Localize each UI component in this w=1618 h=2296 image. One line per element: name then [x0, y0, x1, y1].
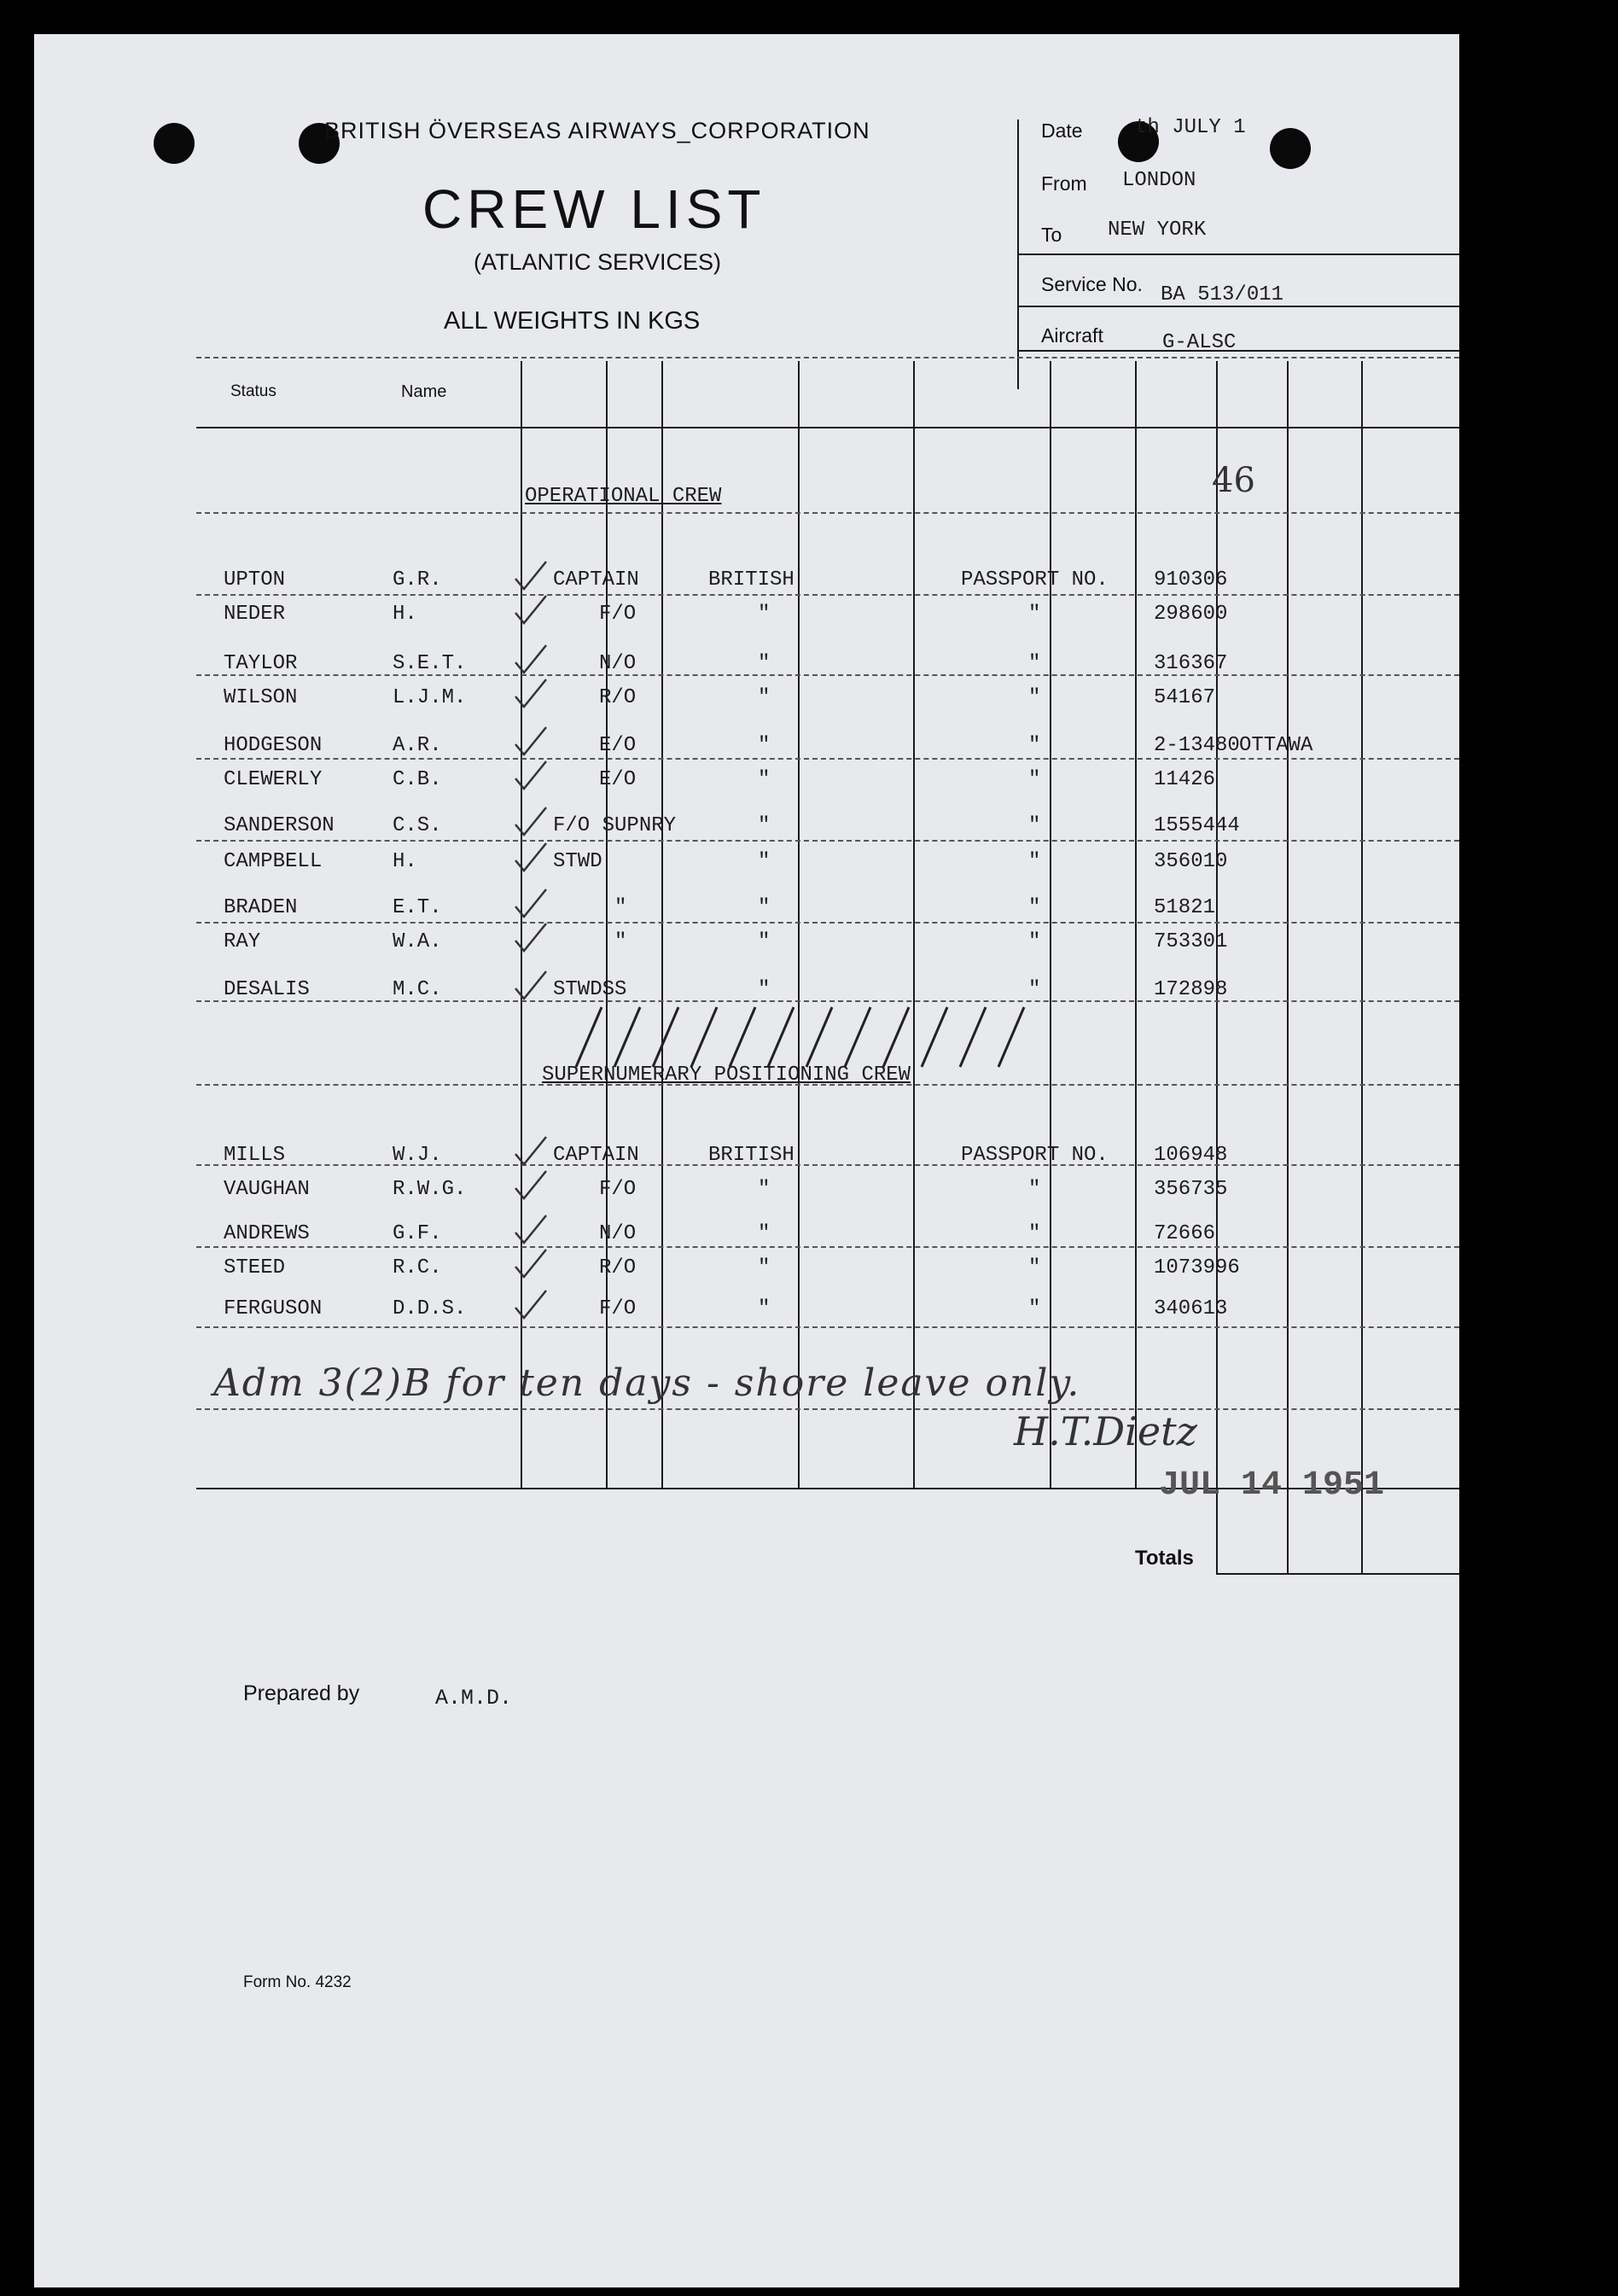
crew-nationality: " — [758, 686, 771, 709]
crew-rank: F/O — [599, 603, 637, 626]
crew-nationality: " — [758, 1222, 771, 1245]
crew-initials: G.F. — [393, 1222, 442, 1245]
crew-surname: HODGESON — [224, 734, 323, 757]
crew-initials: W.J. — [393, 1144, 442, 1167]
crew-doc: " — [1028, 850, 1041, 873]
crew-rank: CAPTAIN — [553, 1144, 639, 1167]
crew-rank: CAPTAIN — [553, 568, 639, 591]
check-mark-icon — [512, 1135, 550, 1169]
totals-label: Totals — [1135, 1547, 1194, 1570]
handwritten-note: Adm 3(2)B for ten days - shore leave only. — [213, 1361, 1081, 1405]
to-label: To — [1041, 224, 1062, 246]
crew-doc: " — [1028, 814, 1041, 837]
crew-number: 753301 — [1154, 930, 1228, 953]
crew-initials: R.C. — [393, 1256, 442, 1279]
crew-rank: N/O — [599, 1222, 637, 1245]
crew-doc: " — [1028, 768, 1041, 791]
check-mark-icon — [512, 1169, 550, 1203]
crew-doc: " — [1028, 603, 1041, 626]
crew-number: 11426 — [1154, 768, 1216, 791]
status-column-header: Status — [230, 382, 276, 400]
crew-number: 106948 — [1154, 1144, 1228, 1167]
crew-doc: PASSPORT NO. — [961, 568, 1109, 591]
crew-surname: SANDERSON — [224, 814, 335, 837]
crew-rank: STWDSS — [553, 978, 627, 1001]
crew-nationality: " — [758, 1297, 771, 1320]
crew-rank: N/O — [599, 652, 637, 675]
crew-number: 910306 — [1154, 568, 1228, 591]
weights-note: ALL WEIGHTS IN KGS — [444, 307, 701, 335]
punch-hole — [1270, 128, 1311, 169]
crew-nationality: " — [758, 734, 771, 757]
crew-doc: " — [1028, 896, 1041, 919]
crew-surname: ANDREWS — [224, 1222, 310, 1245]
punch-hole — [154, 123, 195, 164]
check-mark-icon — [512, 644, 550, 678]
crew-surname: MILLS — [224, 1144, 286, 1167]
crew-number: 340613 — [1154, 1297, 1228, 1320]
crew-nationality: " — [758, 652, 771, 675]
check-mark-icon — [512, 842, 550, 876]
crew-initials: L.J.M. — [393, 686, 467, 709]
check-mark-icon — [512, 970, 550, 1004]
crew-surname: DESALIS — [224, 978, 310, 1001]
check-mark-icon — [512, 594, 550, 628]
crew-doc: PASSPORT NO. — [961, 1144, 1109, 1167]
to-value: NEW YORK — [1108, 219, 1207, 242]
section-heading: SUPERNUMERARY POSITIONING CREW — [542, 1064, 911, 1087]
crew-surname: UPTON — [224, 568, 286, 591]
crew-initials: C.S. — [393, 814, 442, 837]
crew-list-form — [34, 34, 1459, 2287]
crew-nationality: " — [758, 896, 771, 919]
section-heading: OPERATIONAL CREW — [525, 485, 722, 508]
crew-number: 1073996 — [1154, 1256, 1240, 1279]
page-number: 46 — [1212, 461, 1255, 500]
crew-surname: CLEWERLY — [224, 768, 323, 791]
date-stamp: JUL 14 1951 — [1159, 1466, 1385, 1505]
crew-nationality: BRITISH — [708, 1144, 794, 1167]
handwritten-signature: H.T.Dietz — [1014, 1408, 1197, 1454]
crew-initials: E.T. — [393, 896, 442, 919]
crew-initials: M.C. — [393, 978, 442, 1001]
crew-surname: WILSON — [224, 686, 298, 709]
crew-initials: H. — [393, 850, 417, 873]
from-label: From — [1041, 172, 1087, 195]
crew-number: 2-13480 — [1154, 734, 1240, 757]
crew-number: 356735 — [1154, 1178, 1228, 1201]
company-name: BRITISH ÖVERSEAS AIRWAYS_CORPORATION — [324, 118, 870, 143]
crew-initials: D.D.S. — [393, 1297, 467, 1320]
date-value: th JULY 1 — [1135, 116, 1246, 139]
name-column-header: Name — [401, 382, 447, 401]
crew-number: 54167 — [1154, 686, 1216, 709]
check-mark-icon — [512, 806, 550, 840]
crew-initials: C.B. — [393, 768, 442, 791]
crew-nationality: " — [758, 768, 771, 791]
page-title: CREW LIST — [422, 178, 766, 240]
page-subtitle: (ATLANTIC SERVICES) — [474, 249, 722, 275]
crew-number: 72666 — [1154, 1222, 1216, 1245]
service-no-label: Service No. — [1041, 273, 1143, 295]
crew-rank: " — [614, 930, 627, 953]
crew-rank: F/O SUPNRY — [553, 814, 677, 837]
check-mark-icon — [512, 726, 550, 760]
crew-doc: " — [1028, 1256, 1041, 1279]
aircraft-value: G-ALSC — [1162, 331, 1237, 354]
crew-rank: R/O — [599, 1256, 637, 1279]
crew-doc: " — [1028, 930, 1041, 953]
crew-number: 172898 — [1154, 978, 1228, 1001]
crew-nationality: " — [758, 603, 771, 626]
crew-rank: F/O — [599, 1297, 637, 1320]
crew-nationality: BRITISH — [708, 568, 794, 591]
prepared-by-value: A.M.D. — [435, 1686, 513, 1710]
crew-number: 316367 — [1154, 652, 1228, 675]
crew-nationality: " — [758, 850, 771, 873]
crew-surname: FERGUSON — [224, 1297, 323, 1320]
check-mark-icon — [512, 922, 550, 956]
crew-doc: " — [1028, 1297, 1041, 1320]
crew-number: 356010 — [1154, 850, 1228, 873]
crew-rank: STWD — [553, 850, 602, 873]
check-mark-icon — [512, 678, 550, 712]
crew-doc: " — [1028, 652, 1041, 675]
check-mark-icon — [512, 1289, 550, 1323]
from-value: LONDON — [1122, 169, 1196, 192]
crew-surname: NEDER — [224, 603, 286, 626]
crew-initials: A.R. — [393, 734, 442, 757]
aircraft-label: Aircraft — [1041, 324, 1103, 347]
crew-rank: E/O — [599, 768, 637, 791]
crew-number: 1555444 — [1154, 814, 1240, 837]
crew-initials: G.R. — [393, 568, 442, 591]
crew-note: OTTAWA — [1239, 734, 1313, 757]
form-number: Form No. 4232 — [243, 1973, 352, 1991]
crew-rank: " — [614, 896, 627, 919]
crew-nationality: " — [758, 1256, 771, 1279]
crew-surname: CAMPBELL — [224, 850, 323, 873]
crew-initials: W.A. — [393, 930, 442, 953]
crew-initials: R.W.G. — [393, 1178, 467, 1201]
check-mark-icon — [512, 1248, 550, 1282]
crew-surname: STEED — [224, 1256, 286, 1279]
crew-rank: R/O — [599, 686, 637, 709]
crew-initials: H. — [393, 603, 417, 626]
crew-surname: BRADEN — [224, 896, 298, 919]
crew-doc: " — [1028, 978, 1041, 1001]
crew-doc: " — [1028, 734, 1041, 757]
crew-nationality: " — [758, 978, 771, 1001]
check-mark-icon — [512, 1214, 550, 1248]
check-mark-icon — [512, 888, 550, 922]
crew-doc: " — [1028, 686, 1041, 709]
crew-nationality: " — [758, 1178, 771, 1201]
prepared-by-label: Prepared by — [243, 1681, 360, 1705]
service-no-value: BA 513/011 — [1161, 283, 1284, 306]
crew-number: 298600 — [1154, 603, 1228, 626]
check-mark-icon — [512, 560, 550, 594]
check-mark-icon — [512, 760, 550, 794]
crew-surname: TAYLOR — [224, 652, 298, 675]
strike-marks — [559, 999, 1045, 1071]
crew-rank: E/O — [599, 734, 637, 757]
crew-number: 51821 — [1154, 896, 1216, 919]
crew-doc: " — [1028, 1222, 1041, 1245]
crew-surname: RAY — [224, 930, 261, 953]
crew-nationality: " — [758, 930, 771, 953]
crew-doc: " — [1028, 1178, 1041, 1201]
crew-nationality: " — [758, 814, 771, 837]
crew-rank: F/O — [599, 1178, 637, 1201]
crew-initials: S.E.T. — [393, 652, 467, 675]
date-label: Date — [1041, 119, 1083, 142]
crew-surname: VAUGHAN — [224, 1178, 310, 1201]
